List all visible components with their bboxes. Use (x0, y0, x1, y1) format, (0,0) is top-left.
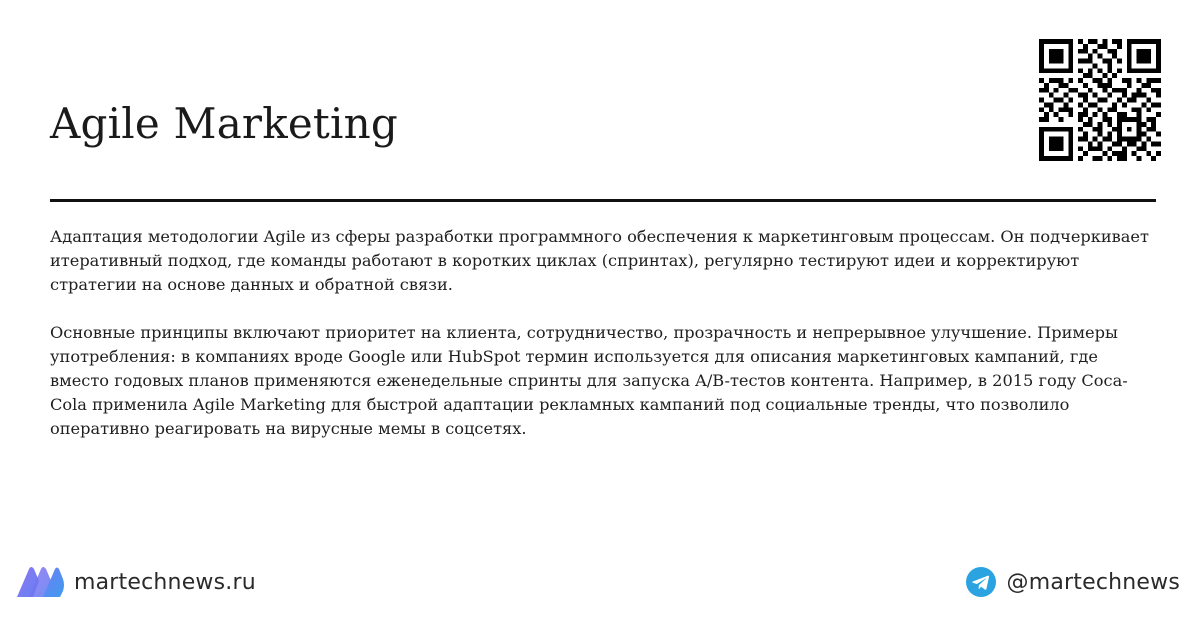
telegram-icon (966, 567, 996, 597)
site-label: martechnews.ru (74, 569, 256, 595)
page-title: Agile Marketing (50, 99, 398, 148)
qr-code-icon (1039, 39, 1161, 161)
martechnews-logo-icon (15, 565, 65, 599)
header-divider (50, 199, 1156, 202)
paragraph-examples: Основные принципы включают приоритет на клиента, сотрудничество, прозрачность и непрерывное улучшение. Примеры употребления: в компаниях вроде Google или HubSpot термин используется для описания маркетинговых кампаний, где вместо годовых планов применяются еженедельные спринты для запуска A/B-тестов контента. Например, в 2015 году Coca-Cola применила Agile Marketing для быстрой адаптации рекламных кампаний под социальные тренды, что позволило оперативно реагировать на вирусные мемы в соцсетях. (50, 323, 1128, 438)
telegram-link[interactable] (966, 564, 1181, 600)
definition-body (50, 225, 1160, 465)
site-link[interactable] (15, 564, 256, 600)
paragraph-definition: Адаптация методологии Agile из сферы разработки программного обеспечения к маркетинговым процессам. Он подчеркивает итеративный подход, где команды работают в коротких циклах (спринтах), регулярно тестируют идеи и корректируют стратегии на основе данных и обратной связи. (50, 227, 1149, 294)
telegram-handle: @martechnews (1006, 569, 1180, 595)
